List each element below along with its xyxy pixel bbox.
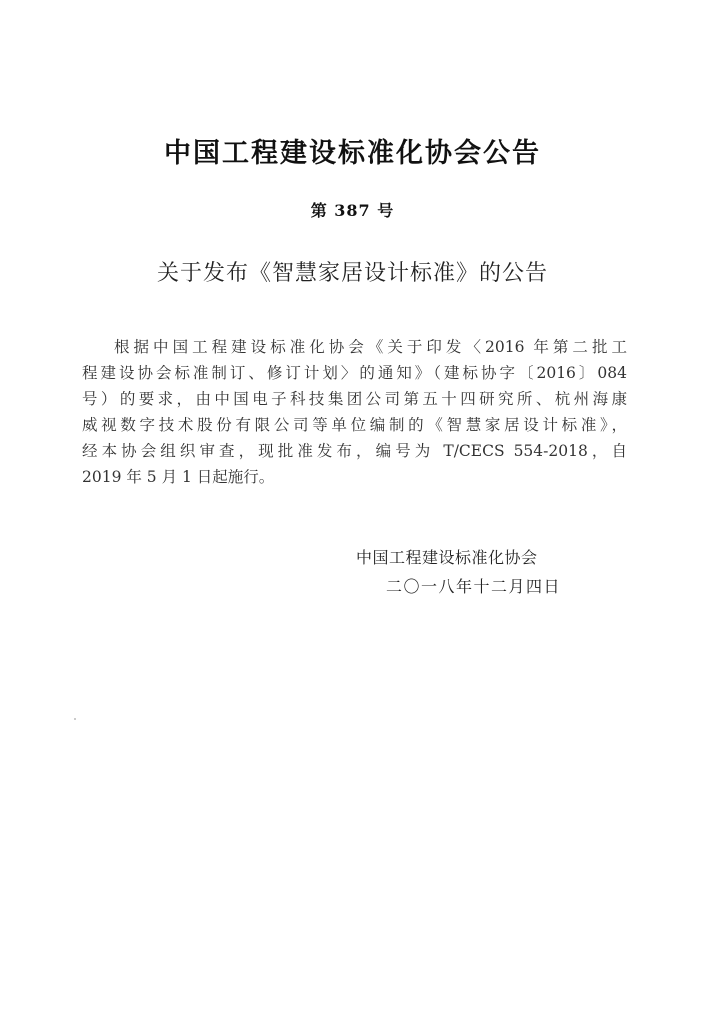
body-line: 威视数字技术股份有限公司等单位编制的《智慧家居设计标准》， (82, 416, 627, 434)
announcement-subtitle: 关于发布《智慧家居设计标准》的公告 (156, 261, 548, 286)
signature-organization: 中国工程建设标准化协会 (356, 548, 538, 567)
signature-block (356, 543, 616, 601)
announcement-number: 第 387 号 (310, 201, 395, 220)
body-line: 程建设协会标准制订、修订计划〉的通知》（建标协字〔2016〕084 (82, 364, 627, 382)
announcement-body (82, 334, 627, 490)
body-line: 号）的要求，由中国电子科技集团公司第五十四研究所、杭州海康 (82, 390, 627, 408)
announcement-title: 中国工程建设标准化协会公告 (164, 138, 541, 169)
body-line: 经本协会组织审查，现批准发布，编号为 T/CECS 554-2018，自 (82, 442, 627, 460)
scan-speck (74, 718, 76, 720)
body-line: 2019 年 5 月 1 日起施行。 (82, 468, 275, 486)
signature-date: 二〇一八年十二月四日 (386, 577, 562, 596)
body-line: 根据中国工程建设标准化协会《关于印发〈2016 年第二批工 (114, 338, 627, 356)
